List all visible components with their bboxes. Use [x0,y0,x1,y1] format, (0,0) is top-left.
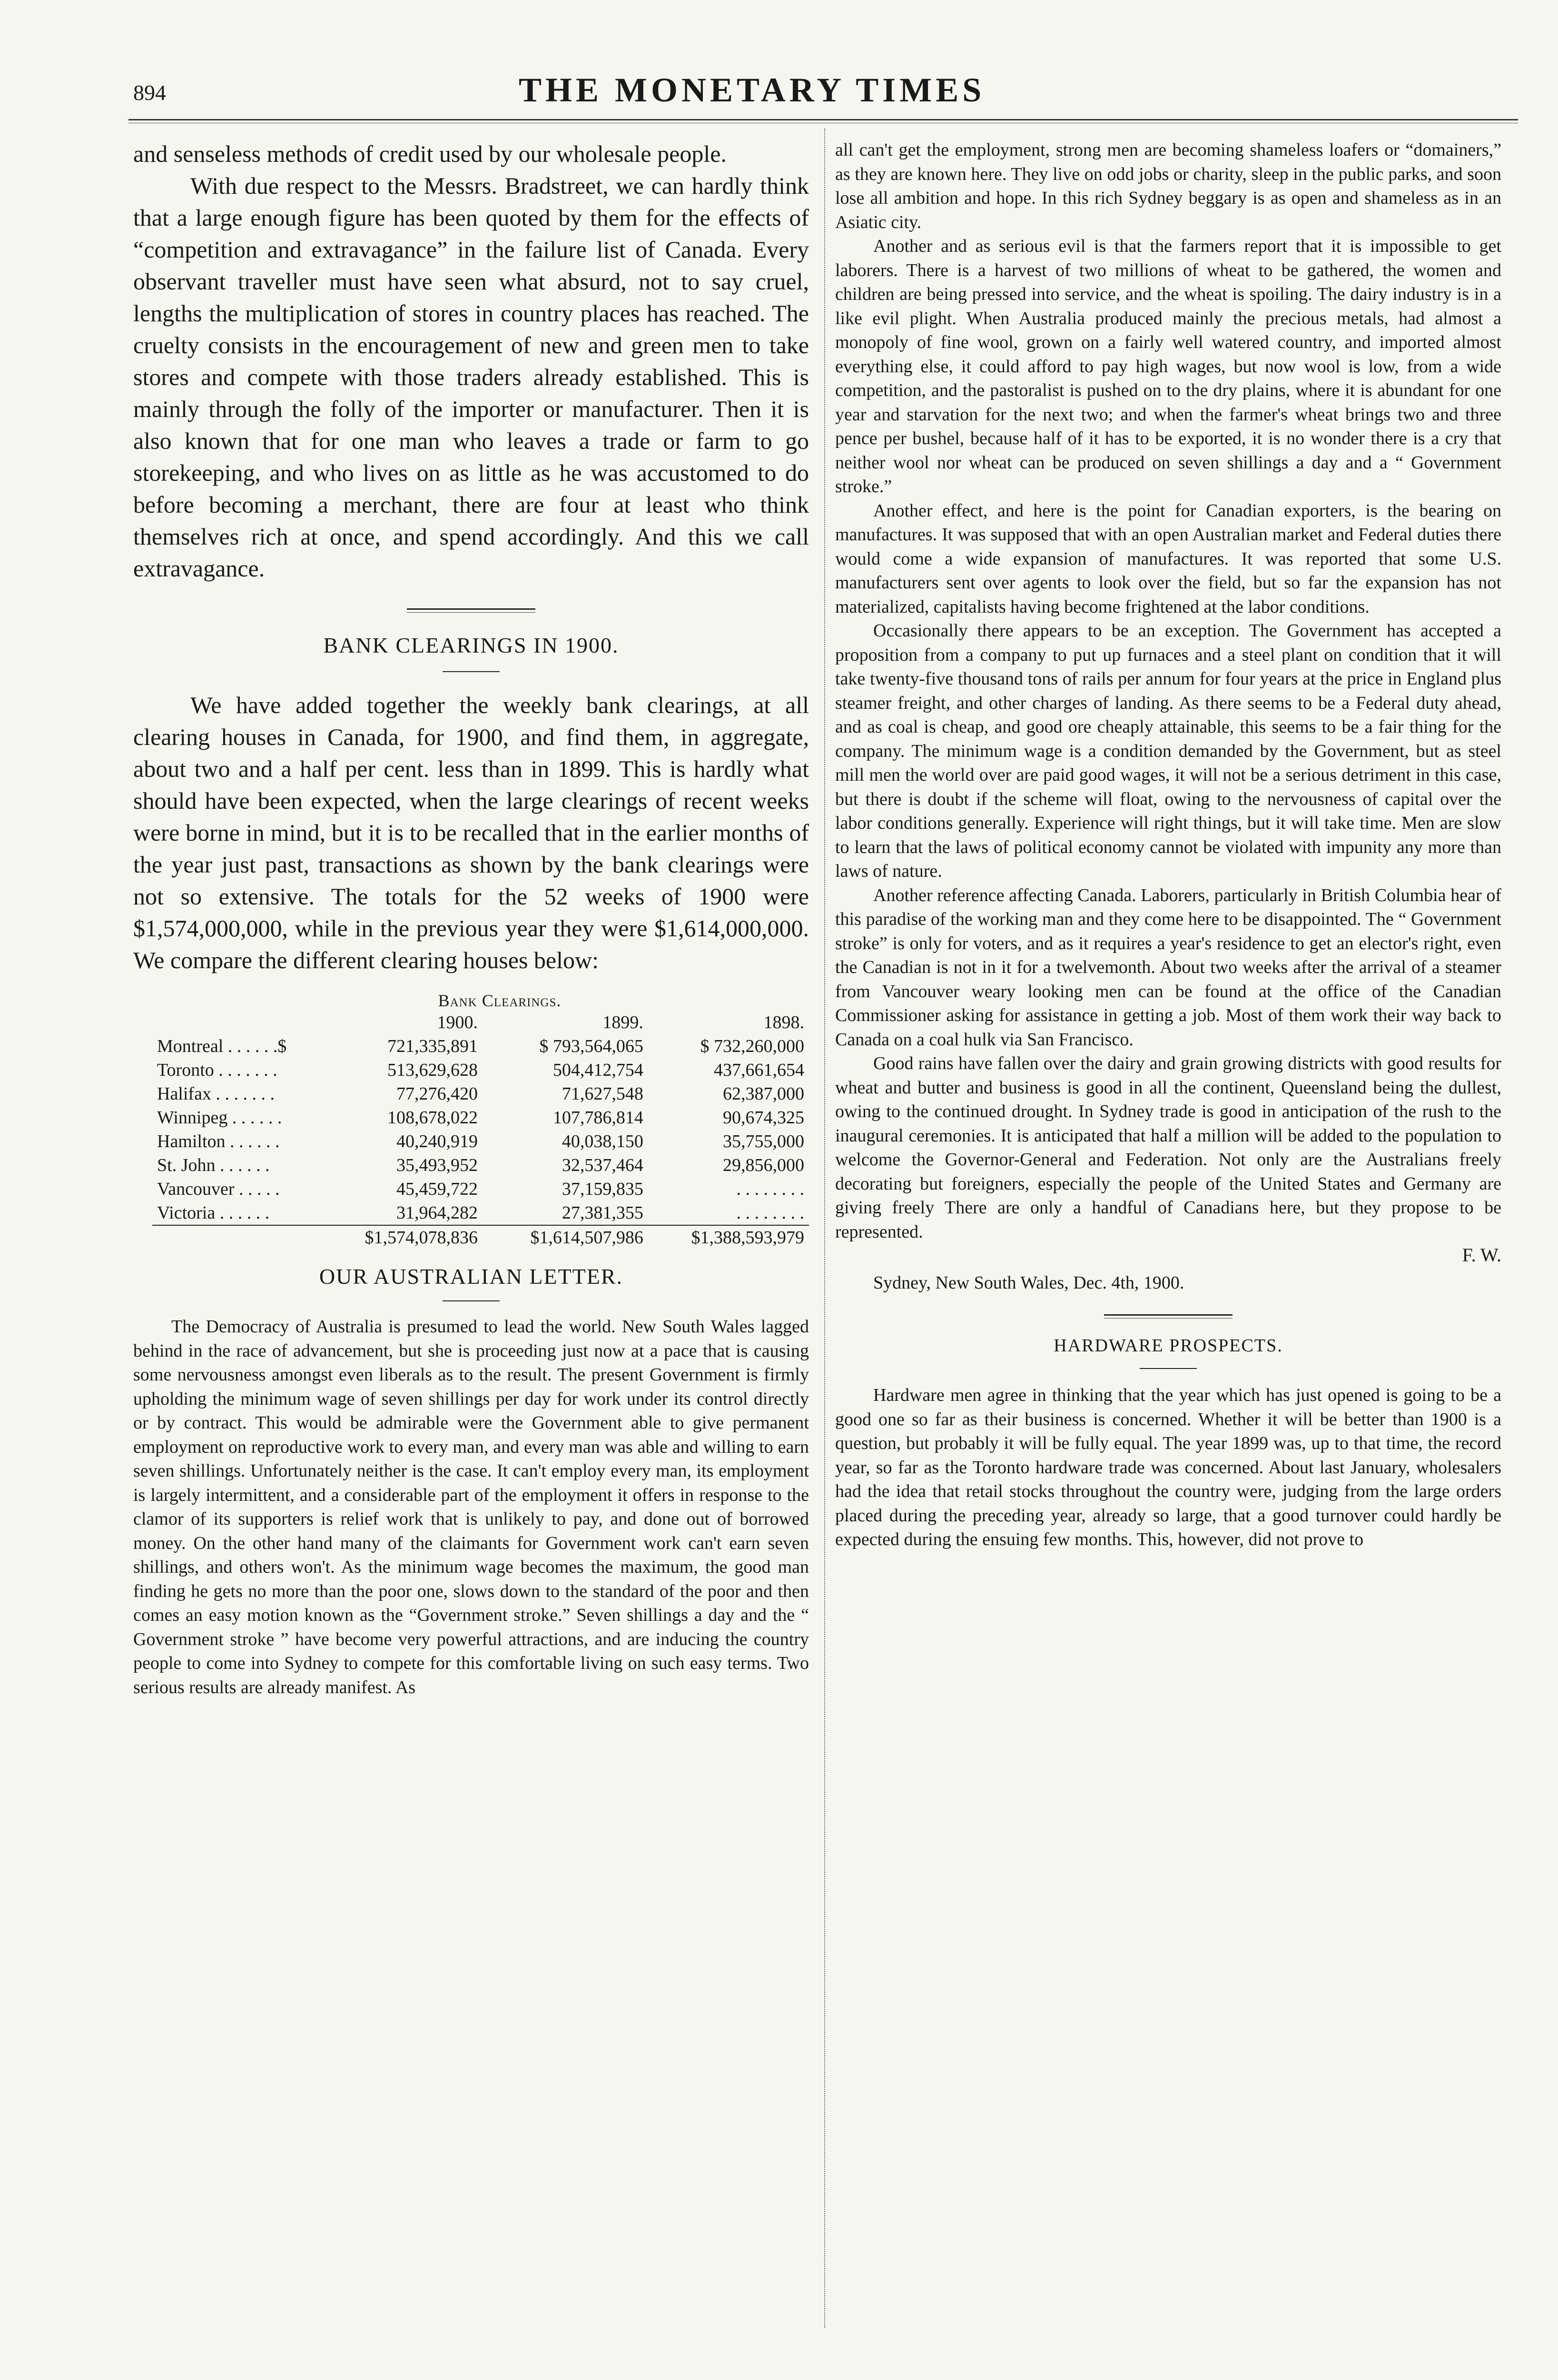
table-row [152,1034,809,1058]
value-cell: $ 732,260,000 [700,1036,804,1056]
table-header-row [152,1011,809,1034]
city-cell: Hamilton . . . . . . [157,1131,280,1151]
australian-letter-paragraph: The Democracy of Australia is presumed to lead the world. New South Wales lagged behind in the race of advancement, but she is proceeding just now at a pace that is causing some nervousness amongst even liberals as to the result. The present Government is firmly upholding the minimum wage of seven shillings per day for work under its control directly or by contract. This would be admirable were the Government able to give permanent employment on reproductive work to every man, and every man was able and willing to earn seven shillings. Unfortunately neither is the case. It can't employ every man, its employment is largely intermittent, and a considerable part of the employment it offers in response to the clamor of its supporters is relief work that is unlikely to pay, and done out of borrowed money. On the other hand many of the claimants for Government work can't earn seven shillings, and others won't. As the minimum wage becomes the maximum, the good man finding he gets no more than the poor one, slows down to the standard of the poor and then comes an easy motion known as the “Government stroke.” Seven shillings a day and the “ Government stroke ” have become very powerful attractions, and are inducing the country people to come into Sydney to compete for this comfortable living on such easy terms. Two serious results are already manifest. As [133,1317,809,1697]
australian-letter-paragraph: Occasionally there appears to be an exception. The Government has accepted a proposition from a company to put up furnaces and a steel plant on condition that it will take twenty-five thousand tons of rails per annum for four years at the price in England plus steamer freight, and other charges of landing. As there seems to be a Federal duty ahead, and as coal is cheap, and good ore cheaply attainable, this seems to be a fair thing for the company. The minimum wage is a condition demanded by the Government, but as steel mill men the world over are paid good wages, it will not be a serious detriment in this case, but there is doubt if the scheme will float, owing to the nervousness of capital over the labor conditions generally. Experience will right things, but it will take time. Men are slow to learn that the laws of political economy cannot be violated with impunity any more than laws of nature. [835,621,1501,881]
total-cell: $1,614,507,986 [483,1225,648,1250]
total-cell: $1,388,593,979 [648,1225,809,1250]
value-cell: 35,755,000 [723,1131,804,1151]
editorial-paragraph: With due respect to the Messrs. Bradstreet, we can hardly think that a large enough figure has been quoted by them for the effects of “competition and extravagance” in the failure list of Canada. Every observant traveller must have seen what absurd, not to say cruel, lengths the multiplication of stores in country places has reached. The cruelty consists in the encouragement of new and green men to take stores and compete with those traders already established. This is mainly through the folly of the importer or manufacturer. Then it is also known that for one man who leaves a trade or farm to go storekeeping, and who lives on as little as he was accustomed to do before becoming a merchant, there are four at least who think themselves rich at once, and spend accordingly. And this we call extravagance. [133,172,809,582]
section-divider [407,608,535,613]
value-cell: 40,038,150 [562,1131,643,1151]
header-rule [128,119,1518,120]
value-cell: 504,412,754 [552,1060,643,1080]
editorial-paragraph: and senseless methods of credit used by our wholesale people. [133,140,727,167]
value-cell: 108,678,022 [387,1108,478,1128]
value-cell: 29,856,000 [723,1155,804,1175]
table-row [152,1153,809,1177]
value-cell: 71,627,548 [562,1084,643,1104]
city-cell: Vancouver . . . . . [157,1179,280,1199]
australian-letter-paragraph: Good rains have fallen over the dairy and grain growing districts with good results for wheat and butter and business is good in all the continent, Queensland being the dullest, owing to the continued drought. In Sydney trade is good in anticipation of the rush to the inaugural ceremonies. It is anticipated that half a million will be added to the population to welcome the Governor-General and Federation. Not only are the Australians freely decorating but foreigners, especially the people of the United States and Germany are giving freely There are only a handful of Canadians here, but they propose to be represented. [835,1053,1501,1242]
table-row [152,1082,809,1106]
editorial-section [133,138,809,585]
bank-clearings-heading: BANK CLEARINGS IN 1900. [323,633,619,657]
value-cell: . . . . . . . . [736,1203,804,1223]
value-cell: . . . . . . . . [736,1179,804,1199]
value-cell: 77,276,420 [396,1084,478,1104]
table-row [152,1130,809,1153]
value-cell: 513,629,628 [387,1060,478,1080]
dateline: Sydney, New South Wales, Dec. 4th, 1900. [873,1273,1184,1293]
hardware-paragraph: Hardware men agree in thinking that the year which has just opened is going to be a good one so far as their business is concerned. Whether it will be better than 1900 is a question, but probably it will be fully equal. The year 1899 was, up to that time, the record year, so far as the Toronto hardware trade was concerned. About last January, wholesalers had the idea that retail stocks throughout the country were, judging from the large orders placed during the preceding year, already so large, that a good turnover could hardly be expected during the ensuing few months. This, however, did not prove to [835,1385,1501,1549]
value-cell: 37,159,835 [562,1179,643,1199]
value-cell: $ 793,564,065 [539,1036,643,1056]
page-number: 894 [133,80,166,105]
city-cell: Winnipeg . . . . . . [157,1108,282,1128]
value-cell: 32,537,464 [562,1155,643,1175]
city-cell: Victoria . . . . . . [157,1203,270,1223]
value-cell: 35,493,952 [396,1155,478,1175]
value-cell: 31,964,282 [396,1203,478,1223]
table-row [152,1177,809,1201]
bank-clearings-table [152,1011,809,1250]
right-column [835,138,1501,1552]
year-header: 1900. [437,1012,478,1032]
hardware-prospects-heading: HARDWARE PROSPECTS. [1054,1335,1283,1356]
table-row [152,1201,809,1225]
table-total-row [152,1225,809,1250]
australian-letter-section [133,1315,809,1699]
year-header: 1899. [602,1012,643,1032]
city-cell: Toronto . . . . . . . [157,1060,277,1080]
year-header: 1898. [763,1012,804,1032]
bank-clearings-section [133,689,809,976]
value-cell: 107,786,814 [552,1108,643,1128]
australian-letter-paragraph: all can't get the employment, strong men are becoming shameless loafers or “domainers,” as they are known here. They live on odd jobs or charity, sleep in the public parks, and soon lose all ambition and hope. In this rich Sydney beggary is as open and shameless as in an Asiatic city. [835,140,1501,232]
bank-clearings-paragraph: We have added together the weekly bank clearings, at all clearing houses in Canada, for 1900, and find them, in aggregate, about two and a half per cent. less than in 1899. This is hardly what should have been expected, when the large clearings of recent weeks were borne in mind, but it is to be recalled that in the earlier months of the year just past, transactions as shown by the bank clearings were not so extensive. The totals for the 52 weeks of 1900 were $1,574,000,000, while in the previous year they were $1,614,000,000. We compare the different clearing houses below: [133,692,809,973]
section-divider [1104,1314,1233,1319]
value-cell: 90,674,325 [723,1108,804,1128]
table-row [152,1058,809,1082]
australian-letter-paragraph: Another reference affecting Canada. Laborers, particularly in British Columbia hear of this paradise of the working man and they come here to be disappointed. The “ Government stroke” is only for voters, and as it requires a year's residence to get an elector's right, even the Canadian is not in it for a twelvemonth. About two weeks after the arrival of a steamer from Vancouver weary looking men can be found at the office of the Canadian Commissioner asking for assistance in getting a job. Most of them work their way back to Canada on a coal hulk via San Francisco. [835,885,1501,1050]
table-caption: Bank Clearings. [438,991,562,1010]
left-column [133,138,809,1699]
value-cell: 40,240,919 [396,1131,478,1151]
total-cell: $1,574,078,836 [331,1225,483,1250]
masthead-title: THE MONETARY TIMES [519,71,986,109]
table-row [152,1106,809,1130]
value-cell: 27,381,355 [562,1203,643,1223]
city-cell: St. John . . . . . . [157,1155,270,1175]
value-cell: 45,459,722 [396,1179,478,1199]
author-signature: F. W. [1462,1244,1501,1266]
australian-letter-paragraph: Another effect, and here is the point for Canadian exporters, is the bearing on manufactures. It was supposed that with an open Australian market and Federal duties there would come a wide expansion of manufactures. It was reported that some U.S. manufacturers sent over agents to look over the field, but so far the expansion has not materialized, capitalists having become frightened at the labor conditions. [835,500,1501,617]
australian-letter-paragraph: Another and as serious evil is that the farmers report that it is impossible to get laborers. There is a harvest of two millions of wheat to be gathered, the women and children are being pressed into service, and the wheat is spoiling. The dairy industry is in a like evil plight. When Australia produced mainly the precious metals, had almost a monopoly of fine wool, grown on a fairly well watered country, and imported almost everything else, it could afford to pay high wages, but now wool is low, from a wide competition, and the pastoralist is pushed on to the dry plains, where it is abundant for one year and starvation for the next two; and when the farmer's wheat brings two and three pence per bushel, because half of it has to be exported, it is no wonder there is a cry that neither wool nor wheat can be produced on seven shillings a day and a “ Government stroke.” [835,236,1501,496]
australian-letter-heading: OUR AUSTRALIAN LETTER. [319,1264,623,1289]
value-cell: 437,661,654 [714,1060,804,1080]
column-divider [824,129,825,2328]
city-cell: Halifax . . . . . . . [157,1084,275,1104]
value-cell: 721,335,891 [387,1036,478,1056]
value-cell: 62,387,000 [723,1084,804,1104]
city-cell: Montreal . . . . . .$ [157,1036,287,1056]
